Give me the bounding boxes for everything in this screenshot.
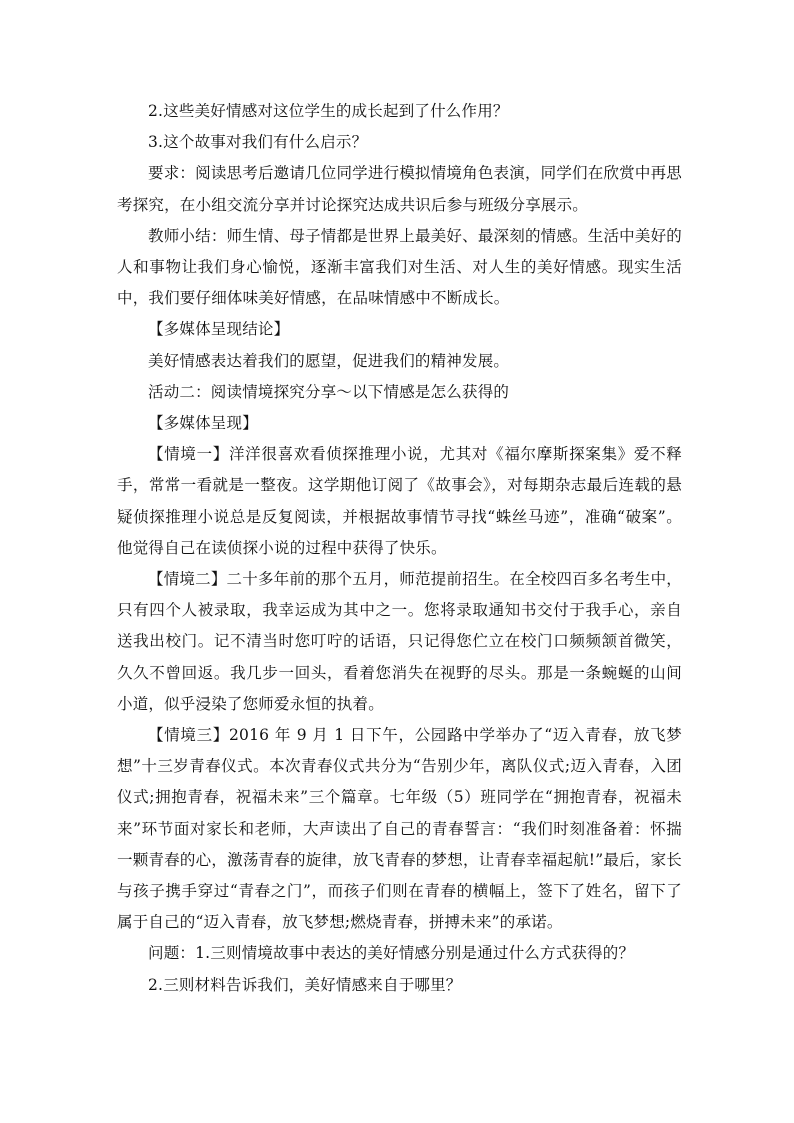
requirement-paragraph: 要求：阅读思考后邀请几位同学进行模拟情境角色表演，同学们在欣赏中再思考探究，在小组交流分享并讨论探究达成共识后参与班级分享展示。 <box>117 164 682 214</box>
situation-one-paragraph: 【情境一】洋洋很喜欢看侦探推理小说，尤其对《福尔摩斯探案集》爱不释手，常常一看就是一整夜。这学期他订阅了《故事会》，对每期杂志最后连载的悬疑侦探推理小说总是反复阅读，并根据故事情节寻找“蛛丝马迹”，准确“破案”。他觉得自己在读侦探小说的过程中获得了快乐。 <box>117 445 682 557</box>
question-1-paragraph: 问题：1.三则情境故事中表达的美好情感分别是通过什么方式获得的？ <box>148 944 635 963</box>
question-2: 2.这些美好情感对这位学生的成长起到了什么作用？ <box>148 102 509 120</box>
situation-two-paragraph: 【情境二】二十多年前的那个五月，师范提前招生。在全校四百多名考生中，只有四个人被录取，我幸运成为其中之一。您将录取通知书交付于我手心，亲自送我出校门。记不清当时您叮咛的话语，只记得您伫立在校门口频频颔首微笑，久久不曾回返。我几步一回头，看着您消失在视野的尽头。那是一条蜿蜒的山间小道，似乎浸染了您师爱永恒的执着。 <box>117 570 682 713</box>
question-2-paragraph: 2.三则材料告诉我们，美好情感来自于哪里？ <box>148 975 462 994</box>
conclusion-paragraph: 美好情感表达着我们的愿望，促进我们的精神发展。 <box>148 351 510 370</box>
question-3: 3.这个故事对我们有什么启示？ <box>148 133 368 152</box>
document-body <box>117 96 682 1001</box>
media-conclusion-label: 【多媒体呈现结论】 <box>148 320 290 339</box>
activity-two-heading: 活动二：阅读情境探究分享～以下情感是怎么获得的 <box>148 382 510 401</box>
media-label: 【多媒体呈现】 <box>148 414 258 433</box>
situation-three-paragraph: 【情境三】2016 年 9 月 1 日下午，公园路中学举办了“迈入青春，放飞梦想”十三岁青春仪式。本次青春仪式共分为“告别少年，离队仪式;迈入青春，入团仪式;拥抱青春，祝福未来”三个篇章。七年级（5）班同学在“拥抱青春，祝福未来”环节面对家长和老师，大声读出了自己的青春誓言：“我们时刻准备着：怀揣一颗青春的心，激荡青春的旋律，放飞青春的梦想，让青春幸福起航!”最后，家长与孩子携手穿过“青春之门”，而孩子们则在青春的横幅上，签下了姓名，留下了属于自己的“迈入青春，放飞梦想;燃烧青春，拼搏未来”的承诺。 <box>117 726 682 932</box>
teacher-summary-paragraph: 教师小结：师生情、母子情都是世界上最美好、最深刻的情感。生活中美好的人和事物让我们身心愉悦，逐渐丰富我们对生活、对人生的美好情感。现实生活中，我们要仔细体味美好情感，在品味情感中不断成长。 <box>117 226 682 308</box>
